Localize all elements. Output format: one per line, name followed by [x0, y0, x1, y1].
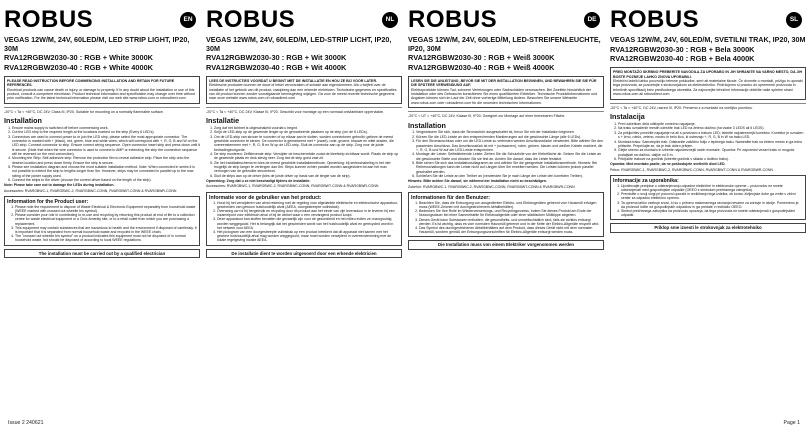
installation-steps — [610, 122, 806, 172]
language-badge: EN — [180, 12, 196, 28]
installation-note: Note: Please take care not to damage the LEDs during installation. — [4, 183, 115, 188]
warning-text: Elektroprodukte können Tod, schwere Verletzungen oder Sachschäden verursachen. Bei Zweifeln hinsichtlich der Installation oder des Gebrauchs konsultieren Sie einen qualifizierten Elektriker. Technische Produktinformationen und Angaben können sich im Lauf der Zeit ohne vorherige Mitteilung ändern. Besuchen Sie unsere Webseite www.robus.com oder robusdirect.com für die neuesten technischen Informationen. — [411, 87, 598, 105]
warning-heading: LEES DE INSTRUCTIES VOORDAT U BEGINT MET DE INSTALLATIE EN HOU ZE BIJ VOOR LATER. — [209, 78, 378, 83]
warning-heading: LESEN SIE DIE ANLEITUNG, BEVOR SIE MIT DER INSTALLATION BEGINNEN, UND BEWAHREN SIE SIE FÜR DIE SPÄTERE VERWENDUNG AUF. — [411, 78, 597, 88]
safety-warning-box — [408, 76, 604, 108]
user-info-item: 1. Houd bij het verwijderen van afval rekening met de regeling voor afgedankte elektrische en elektronische apparatuur, gescheiden van gewoon huishoudelijk afval (AEEA, doorgestreepte vuilnisbak). — [217, 201, 399, 209]
user-info-item: 4. Simbol prečrtanega zabojnika na proizvodu opozarja, da tega proizvoda ne smete odstranjevati z gospodinjskimi odpadki. — [621, 209, 803, 217]
product-title: VEGAS 12W/M, 24V, 60LED/M, LED-STRIP LICHT, IP20, 30M — [206, 35, 392, 53]
user-info-item: 3. Dieses Gerät kann Substanzen enthalten, die gesundheits- und umweltschädlich sind, falls sie achtlos entsorgt werden. Es ist wichtig, dass es vom normalen Hausmüll getrennt und in der Kette der Elektro-Altgeräte recycelt wird. — [419, 218, 601, 226]
language-badge: SL — [786, 12, 802, 28]
user-info-item: 4. Das Symbol des durchgestrichenen Abfallbehälters auf dem Produkt, dass dieses Gerät nicht mit dem normalen Hausmüll, sondern gemäß der Entsorgungsvorschriften für Elektro-Altgeräte entsorgt werden muss. — [419, 226, 601, 234]
electrician-notice: De installatie dient te worden uitgevoerd door een erkende elektricien — [206, 249, 402, 259]
accessories-line: Accessoires: RVARGBWC-1, RVARGBWC-2, RVARGBWC-CONN, RVARGBWT-CONN & RVARGBWR-CONN — [206, 184, 379, 189]
installation-step: 5. Please see installation diagram and choose the most suitable installation method. Note: When connected in series it is not possible to extend the strip to lengths longer than 5m. However, strips may be connected in parallel up to the max rating of the power supply used. — [12, 165, 200, 178]
model-line: RVA12RGBW2030-30 : RGB + White 3000K — [4, 53, 154, 63]
installation-steps — [206, 126, 402, 189]
issue-number: Issue 2 240621 — [8, 420, 44, 426]
column-header — [408, 6, 604, 34]
installation-steps — [408, 130, 604, 189]
column-header — [610, 6, 806, 34]
model-line: RVA12RGBW2030-40 : RGB + Bela 4000K — [610, 54, 755, 64]
model-line: RVA12RGBW2030-40 : RGB + Wit 4000K — [206, 62, 347, 72]
product-title: VEGAS 12W/M, 24V, 60LED/M, SVETILNI TRAK, IP20, 30M — [610, 35, 806, 44]
robus-logo: ROBUS — [408, 6, 498, 33]
language-badge: NL — [382, 12, 398, 28]
spec-line: -20°C < Ta < +40°C, DC 24V, Klasse III, IP20. Geschikt voor montage op een normaal ontvlambare oppervlakte. — [206, 107, 402, 114]
installation-step: 3. Für den Stromanschluss oder um die LED-Leiste zu verbinden werden Anschlussstücke verwendet. Bitte wählen Sie den passenden Anschluss. Das Anschlussstück ist mit + (schwarzen), roten, grünen, blauen und weißen Kabeln markiert, die +, R, G, B und W auf der LED-Leiste entsprechen. — [416, 139, 604, 152]
installation-heading: Instalacija — [610, 112, 645, 122]
model-line: RVA12RGBW2030-40 : RGB + White 4000K — [4, 62, 154, 72]
robus-logo: ROBUS — [206, 6, 296, 33]
electrician-notice: The installation must be carried out by a qualified electrician — [4, 249, 200, 259]
installation-step: 2. Na traku označenih mestih odrežite trak LED na želeno dolžino (na vsake 3 LEDS ali 6 LEDS). — [618, 126, 806, 130]
user-info-item: 3. This equipment may contain substances that are hazardous to health and the environment if disposed of carelessly. It is important that it is separated from normal household waste and recycled in the WEEE chain. — [15, 226, 197, 234]
user-info-item: 2. Overweeg uw rol bij hergebruik en recycling door dit product aan het einde van zijn levensduur in te leveren bij een inzamelpunt voor elektrisch afval of bij de winkel waar u een vervangend product koopt. — [217, 209, 399, 217]
safety-warning-box — [206, 76, 402, 104]
user-info-item: 1. Upoštevajte predpise o odstranjevanju odpadne električne in elektronske opreme – proizvodov ne smete odstranjevati med gospodinjske odpadke (OEEO s simbolom prečrtanega zabojnika). — [621, 184, 803, 192]
installation-step: 3. Connectors are used to connect power to or join the LED strip, please select the most appropriate connector. The connector is marked with + (black), red, green, blue and white wires, which will correspond with +, R, G, B and W on the LED strip. Connect connector to strip. Ensure correct wiring sequence. Open connector insert strip and press down until it is secure. (Note that when the wire connector is used to connect to AMP or extending the strip the connection sequence will be reversed on the next connection). — [12, 135, 200, 156]
accessories-line: Zubehör: RVARGBWC-1, RVARGBWC-2, RVARGBWC-CONN, RVARGBWT-CONN & RVARGBWR-CONN — [408, 184, 575, 189]
installation-note: Hinweis: Bitte achten Sie darauf, sie während der Installation nicht zu beschädigen. — [408, 179, 547, 184]
warning-heading: PLEASE READ INSTRUCTION BEFORE COMMENCING INSTALLATION AND RETAIN FOR FUTURE REFERENCES. — [7, 78, 175, 88]
user-info-item: 1. Please note the requirement to dispose of Waste Electrical & Electronic Equipment separately from household waste (WEEE marked with crossed out wheelie bin symbol). — [15, 205, 197, 213]
user-info-item: 3. Ta oprema lahko vsebuje snovi, ki so v primeru malomarnega ravnanja nevarne za zdravje in okolje. Pomembno je, da proizvod ločite od gospodinjskih odpadkov in ga predate v reciklažo OEEO. — [621, 201, 803, 209]
installation-heading: Installatie — [206, 116, 240, 126]
installation-step: 1. Ensure mains supply is switched off before commencing work. — [12, 126, 200, 130]
installation-step: 2. Kürzen Sie die LED-Leiste an den entsprechenden Markierungen auf die gewünschte Länge (alle 6 LEDs). — [416, 135, 604, 139]
installation-step: 2. Snijd de LED-strip op de gewenste lengte op de gemarkeerde plaatsen op de strip (om de 6 LEDs). — [214, 130, 402, 134]
installation-step: 1. Vergewissern Sie sich, dass die Stromzufuhr ausgeschaltet ist, bevor Sie mit der Installation beginnen. — [416, 130, 604, 134]
model-line: RVA12RGBW2030-30 : RGB + Bela 3000K — [610, 44, 755, 54]
user-info-box — [4, 196, 200, 246]
column-header — [4, 6, 200, 34]
page-number: Page 1 — [783, 420, 800, 426]
user-info-heading: Informationen für den Benutzer: — [411, 194, 490, 201]
model-line: RVA12RGBW2030-30 : RGB + Wit 3000K — [206, 53, 347, 63]
installation-steps — [4, 126, 200, 193]
user-info-heading: Informacije za uporabnika: — [613, 177, 679, 184]
installation-step: 3. Za priključitev povežite napajanje na ali s povezavo s trakom LED; izberite najustreznejši konektor. Konektor je označen s + črno, rdečo, zeleno, modro in belo žico, ki ustrezajo +, R, G, B in W na traku LED. — [618, 131, 806, 139]
user-info-item: 1. Beachten Sie, dass die Entsorgung von ausgedienten Elektro- und Elektrogeräten getrennt vom Hausmüll erfolgen muss (WEEE-Zeichen mit durchgestrichenem Abfallbehälter). — [419, 201, 601, 209]
installation-note: Opomba: Med montažo pazite, da ne poškodujete svetlečih diod LED. — [610, 162, 726, 167]
installation-step: 4. Mounting the Strip: Self-adhesive strip: Remove the protective film to reveal adhesive strip. Place the strip onto the desired location and press down firmly. Ensure the strip is secure. — [12, 156, 200, 164]
language-badge: DE — [584, 12, 600, 28]
installation-step: 2. Cut the LED strip to the required length at the locations marked on the strip (Every 6 LED's). — [12, 130, 200, 134]
installation-step: 3. Om de LED-strip van stroom te voorzien of op elkaar aan te sluiten, worden connectoren gebruikt; gelieve de meest geschikte connector te kiezen. De connector is gemarkeerd met + (zwart), rode, groene, blauwe en witte draden, die overeenstemmen met +, R, G, B en W op de LED-strip. Sluit de connector aan op de strip. Zorg voor de juiste bedradingsvolgorde. — [214, 135, 402, 152]
user-info-item: 4. Het pictogram van een doorgestreepte vuilnisbak op een product betekent dat dit apparaat niet samen met het gewone huishoudelijk afval mag worden weggegooid, maar moet worden verwijderd in overeenstemming met de lokale regelgeving inzake AEEA. — [217, 230, 399, 243]
installation-step: 6. Priključite trakove na gonilnik (izberite gonilnik v skladu z dolžino traku). — [618, 157, 806, 161]
installation-heading: Installation — [4, 116, 42, 126]
installation-step: 1. Zorg dat het lichtnet is uitgeschakeld voordat u begint. — [214, 126, 402, 130]
user-info-item: 3. Deze apparatuur kan stoffen bevatten die gevaarlijk zijn voor de gezondheid en het milieu indien ze onzorgvuldig worden weggegooid. Het is belangrijk dat het gescheiden wordt van het huishoudelijk afval en gerecycled wordt in het netwerk voor AEEA. — [217, 217, 399, 230]
spec-line: -20°C < UT < +40°C, DC 24V, Klasse III, IP20. Geeignet zur Montage auf einer brennbaren Fläche. — [408, 111, 604, 118]
installation-step: 4. De strip monteren: Zelfklevende strip: Verwijder de beschermfolie zodat de kleefstrip zichtbaar wordt. Plaats de strip op de gewenste plaats en druk stevig neer. Zorg dat de strip goed vast zit. — [214, 152, 402, 160]
electrician-notice: Die Installation muss von einem Elektriker vorgenommen werden — [408, 240, 604, 250]
user-info-item: 2. Please consider your role in contributing to re-use and recycling by returning this product at end of life to a collection centre for waste electrical equipment or a Civic Amenity site, or to a retail outlet from which you are purchasing a replacement. — [15, 213, 197, 226]
installation-step: 4. Montage der Leiste: Selbstklebende Leiste: Ziehen Sie die Schutzfolie von der Klebefläche ab. Setzen Sie die Leiste an die gewünschte Stelle und drücken Sie sie fest an. Achten Sie darauf, dass die Leiste festsitzt. — [416, 152, 604, 160]
column-en — [4, 6, 200, 426]
spec-line: -20°C < Ta < +40°C, DC 24V, Class III, IP20. Suitable for mounting on a normally flammable surface. — [4, 107, 200, 114]
installation-step: 5. Zie het installatieschema en kies de meest geschikte installatiemethode. Opmerking: bij serieschakeling is het niet mogelijk de strip langer te verlengen dan 5m. Strips kunnen echter parallel worden aangesloten tot aan het max vermogen van de gebruikte stroombron. — [214, 161, 402, 174]
installation-heading: Installation — [408, 120, 446, 130]
installation-step: 5. Glejte shemo za montažo in izberite najustreznejši način montaže. Opomba: Pri zaporedni vezavi traku ni mogoče podaljšati na dolžino, daljše od 5 m. — [618, 148, 806, 156]
installation-step: 6. Sluit de strips aan op de driver (kies de juiste driver op basis van de lengte van de strip). — [214, 174, 402, 178]
installation-step: 6. Schließen Sie die Leiste an den Treiber an (verwenden Sie je nach Länge der Leiste den korrekten Treiber). — [416, 174, 604, 178]
column-nl — [206, 6, 402, 426]
warning-heading: PRED MONTAŽO SKRBNO PREBERITE NAVODILA ZA UPORABO IN JIH SHRANITE NA VARNO MESTO, DA JIH BOSTE POZNEJE LAHKO ZNOVA UPORABILI. — [613, 70, 803, 79]
warning-text: Električni izdelki lahko povzročijo telesne poškodbe, smrt ali materialne škode. Če dvomite o montaži, prižigu in uporabi tega proizvoda, se posvetujte s strokovnjakom za elektrotehniko. Pridržujemo si pravico do sprememb proizvoda in tehničnih specifikacij brez predhodnega obvestila. Za najnovejše tehnične informacije obiščite naše spletne strani www.robus.com ali robusdirect.com — [613, 79, 803, 97]
installation-step: 5. Bitte sehen Sie sich das Installationsdiagramm an und wählen Sie die geeignetste Installationsmethode. Hinweis: Bei Reihenschaltungen kann die Leiste nicht auf Längen über 5m erweitert werden. Die Leisten können jedoch parallel geschaltet werden. — [416, 161, 604, 174]
column-de — [408, 6, 604, 426]
warning-text: Electrical products can cause death or injury, or damage to property. If in any doubt about the installation or use of this product, consult a competent electrician. Product technical information and specification may change over time without prior notification. For the latest technical information please visit our web site www.robus.com or robusdirect.com — [7, 87, 196, 101]
robus-logo: ROBUS — [4, 6, 94, 33]
user-info-item: 2. Premislite o svoji vlogi pri ponovni uporabi in recikliranju tega izdelka; ob koncu življenjske dobe ga vrnite v zbirni center za odpadno električno opremo. — [621, 192, 803, 200]
user-info-item: 4. The "crossed out wheelie bin symbol" on a product indicates this equipment must not be disposed of in normal household waste, but should be disposed of according to local WEEE regulations. — [15, 234, 197, 242]
product-title: VEGAS 12W/M, 24V, 60LED/M, LED-STREIFENLEUCHTE, IP20, 30M — [408, 35, 601, 53]
installation-step: 1. Pred začetkom dela odklopite omrežno napajanje. — [618, 122, 806, 126]
installation-step: 6. Connect the strips to the driver (choose the correct driver based on the length of the strip). — [12, 178, 200, 182]
accessories-line: Accessories: RVARGBWC-1, RVARGBWC-2, RVARGBWC-CONN, RVARGBWT-CONN & RVARGBWR-CONN — [4, 188, 177, 193]
user-info-heading: Information for the Product user: — [7, 198, 89, 205]
user-info-box — [206, 192, 402, 246]
safety-warning-box — [4, 76, 200, 104]
accessories-line: Pribor: RVARGBWC-1, RVARGBWC-2, RVARGBWC-CONN, RVARGBWT-CONN & RVARGBWR-CONN — [610, 167, 773, 172]
spec-line: -20°C < Ta < +40°C, DC 24V, razred III, IP20. Primerno z a montažo na vnetljivo površino. — [610, 103, 806, 110]
model-line: RVA12RGBW2030-40 : RGB + Weiß 4000K — [408, 62, 555, 72]
installation-step: 4. Montaža traku: Samolepilni trak: Odstranite zaščitno folijo z lepilnega traku. Namestite trak na želeno mesto in ga trdno pritisnite. Prepričajte se, da je trak dobro pritrjen. — [618, 140, 806, 148]
user-info-heading: Informatie voor de gebruiker van het product: — [209, 194, 322, 201]
product-title: VEGAS 12W/M, 24V, 60LED/M, LED STRIP LIGHT, IP20, 30M — [4, 35, 190, 53]
column-sl — [610, 6, 806, 426]
installation-note: Opmerking: Zorg dat u ze niet beschadigt tijdens de installatie. — [206, 179, 311, 184]
user-info-box — [408, 192, 604, 238]
user-info-box — [610, 175, 806, 221]
robus-logo: ROBUS — [610, 6, 700, 33]
model-line: RVA12RGBW2030-30 : RGB + Weiß 3000K — [408, 53, 555, 63]
electrician-notice: Priklop sme izvesti le strokovnjak za elektrotehniko — [610, 223, 806, 233]
column-header — [206, 6, 402, 34]
safety-warning-box — [610, 67, 806, 99]
user-info-item: 2. Bedenken Sie Ihre Rolle im Wiederverwertungs- und Recyclingprozess, indem Sie dieses Produkt am Ende der Nutzungsdauer bei einer Sammelstelle für Elektroaltgeräte oder einer städtischen Müllkippe abgeben. — [419, 209, 601, 217]
warning-text: Elektrische producten kunnen de dood of letsel veroorzaken of schade aan eigendommen. Als u twijfelt over de installatie of het gebruik van dit product, raadpleeg dan een erkende elektricien. Technische gegevens en specificaties van dit product kunnen zonder voorafgaande kennisgeving wijzigen. Ga voor de meest recente technische gegevens naar onze website www.robus.com of robusdirect.com — [209, 83, 397, 101]
